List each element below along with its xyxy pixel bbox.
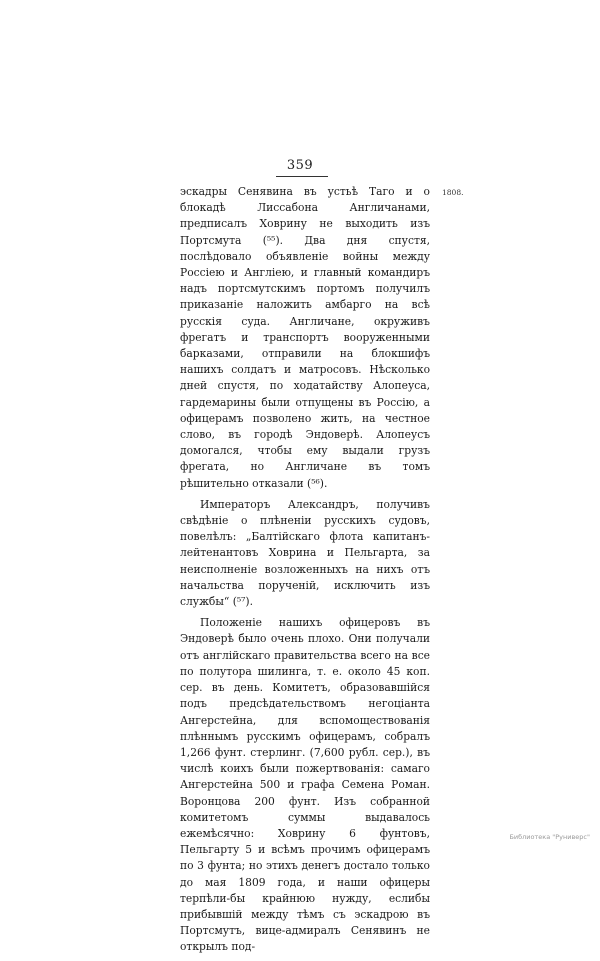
paragraph-3: Положеніе нашихъ офицеровъ въ Эндоверѣ было очень плохо. Они получали отъ англійскаго правительства всего на все по полутора шилинга, т. е. около 45 коп. сер. въ день. Комитетъ, образовавшійся подъ предсѣдательствомъ негоціанта Ангерстейна, для вспомоществованія плѣннымъ русскимъ офицерамъ, собралъ 1,266 фунт. стерлинг. (7,600 рубл. сер.), въ числѣ коихъ были пожертвованія: самаго Ангерстейна 500 и графа Семена Роман. Воронцова 200 фунт. Изъ собранной комитетомъ суммы выдавалось ежемѣсячно: Ховрину 6 фунтовъ, Пельгарту 5 и всѣмъ прочимъ офицерамъ по 3 фунта; но этихъ денегъ достало только до мая 1809 года, и наши офицеры терпѣли-бы крайнюю нужду, еслибы прибывшій между тѣмъ съ эскадрою въ Портсмутъ, вице-адмиралъ Сенявинъ не открылъ под- xyxy=(180,616,430,954)
paragraph-1: эскадры Сенявина въ устьѣ Таго и о блокадѣ Лиссабона Англичанами, предписалъ Ховрину не выходить изъ Портсмута (⁵⁵). Два дня спустя, послѣдовало объявленіе войны между Россіею и Англіею, и главный командиръ надъ портсмутскимъ портомъ получилъ приказаніе наложить амбарго на всѣ русскія суда. Англичане, окруживъ фрегатъ и транспортъ вооруженными барказами, отправили на блокшифъ нашихъ солдатъ и матросовъ. Нѣсколько дней спустя, по ходатайству Алопеуса, гардемарины были отпущены въ Россію, а офицерамъ позволено жить, на честное слово, въ городѣ Эндоверѣ. Алопеусъ домогался, чтобы ему выдали грузъ фрегата, но Англичане въ томъ рѣшительно отказали (⁵⁶). xyxy=(180,185,430,490)
library-watermark: Библиотека "Руниверс" xyxy=(509,833,590,841)
body-text xyxy=(180,184,430,961)
margin-year-note: 1808. xyxy=(442,188,464,197)
page-number-rule xyxy=(276,176,328,177)
page-number: 359 xyxy=(286,158,314,173)
paragraph-2: Императоръ Александръ, получивъ свѣдѣніе о плѣненіи русскихъ судовъ, повелѣлъ: „Балтійскаго флота капитанъ-лейтенантовъ Ховрина и Пельгарта, за неисполненіе возложенныхъ на нихъ отъ начальства порученій, исключить изъ службы“ (⁵⁷). xyxy=(180,497,430,609)
